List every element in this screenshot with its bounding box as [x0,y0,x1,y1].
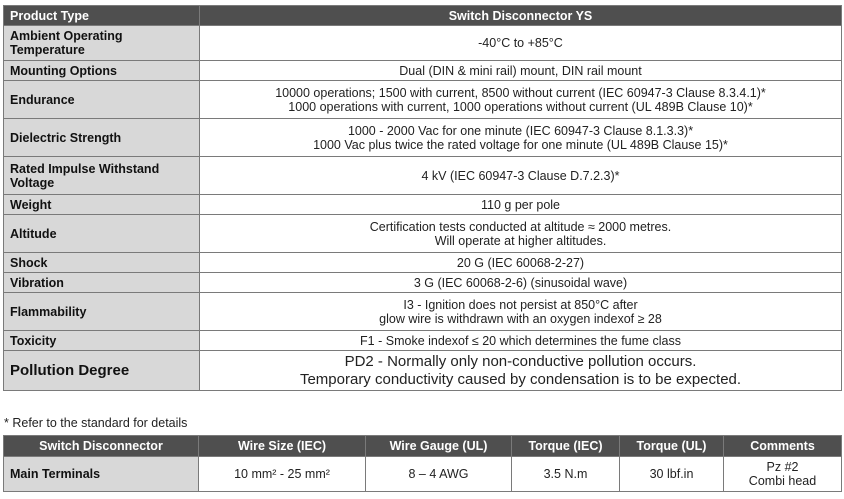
spec-value-line: Temporary conductivity caused by condensation is to be expected. [299,370,742,388]
table-row [4,293,842,331]
spec-label: Rated Impulse Withstand Voltage [4,157,200,195]
spec-value-line: 10000 operations; 1500 with current, 8500 without current (IEC 60947-3 Clause 8.3.4.1)* [275,85,766,100]
spec-value [200,81,842,119]
terminal-header-row [4,436,842,457]
table-row [4,351,842,391]
spec-value-line: Dual (DIN & mini rail) mount, DIN rail mount [399,63,642,78]
spec-label: Vibration [4,273,200,293]
spec-value [200,331,842,351]
spec-label: Shock [4,253,200,273]
spec-value [200,195,842,215]
spec-value [200,351,842,391]
spec-value-line: PD2 - Normally only non-conductive pollution occurs. [344,352,697,370]
table-row [4,26,842,61]
comment-line: Combi head [748,474,817,488]
spec-value [200,119,842,157]
spec-value-line: F1 - Smoke indexof ≤ 20 which determines the fume class [360,333,681,348]
torque-iec-cell: 3.5 N.m [512,457,620,492]
table-row [4,81,842,119]
spec-value-line: -40°C to +85°C [478,36,563,50]
spec-value-line: 20 G (IEC 60068-2-27) [456,255,585,270]
table-row [4,457,842,492]
spec-value-line: I3 - Ignition does not persist at 850°C after [403,297,638,312]
table-row [4,195,842,215]
terminal-table [3,435,842,492]
column-header: Wire Gauge (UL) [366,436,512,457]
spec-label: Ambient Operating Temperature [4,26,200,61]
spec-label: Dielectric Strength [4,119,200,157]
column-header: Wire Size (IEC) [199,436,366,457]
spec-label: Toxicity [4,331,200,351]
wire-gauge-cell: 8 – 4 AWG [366,457,512,492]
spec-value-line: Certification tests conducted at altitude ≈ 2000 metres. [369,219,672,234]
wire-size-cell: 10 mm² - 25 mm² [199,457,366,492]
table-row [4,61,842,81]
spec-value-line: 1000 Vac plus twice the rated voltage for one minute (UL 489B Clause 15)* [313,137,728,152]
torque-ul-cell: 30 lbf.in [620,457,724,492]
spec-label: Weight [4,195,200,215]
column-header: Switch Disconnector [4,436,199,457]
spec-value [200,215,842,253]
spec-label: Altitude [4,215,200,253]
comments-cell [724,457,842,492]
spec-value [200,253,842,273]
spec-value-line: 3 G (IEC 60068-2-6) (sinusoidal wave) [413,275,628,290]
product-type-header: Product Type [4,6,200,26]
table-row [4,253,842,273]
table-row [4,273,842,293]
spec-value-line: Will operate at higher altitudes. [434,233,607,248]
product-name-header: Switch Disconnector YS [200,6,842,26]
spec-value [200,273,842,293]
table-row [4,157,842,195]
specifications-table [3,5,842,391]
table-row [4,331,842,351]
column-header: Torque (IEC) [512,436,620,457]
spec-value-line: 4 kV (IEC 60947-3 Clause D.7.2.3)* [421,168,620,183]
table-row [4,119,842,157]
spec-value [200,293,842,331]
spec-value-line: 1000 operations with current, 1000 operations without current (UL 489B Clause 10)* [288,99,753,114]
comment-line: Pz #2 [766,460,799,474]
spec-value-line: glow wire is withdrawn with an oxygen indexof ≥ 28 [379,311,662,326]
table-row [4,215,842,253]
spec-label: Mounting Options [4,61,200,81]
spec-label: Endurance [4,81,200,119]
spec-label: Pollution Degree [4,351,200,391]
spec-value [200,157,842,195]
footnote: * Refer to the standard for details [4,416,188,430]
spec-value [200,26,842,61]
spec-value-line: 110 g per pole [481,197,560,212]
spec-value-line: 1000 - 2000 Vac for one minute (IEC 60947-3 Clause 8.1.3.3)* [347,123,694,138]
column-header: Torque (UL) [620,436,724,457]
row-label: Main Terminals [4,457,199,492]
spec-header-row [4,6,842,26]
spec-value [200,61,842,81]
spec-label: Flammability [4,293,200,331]
column-header: Comments [724,436,842,457]
